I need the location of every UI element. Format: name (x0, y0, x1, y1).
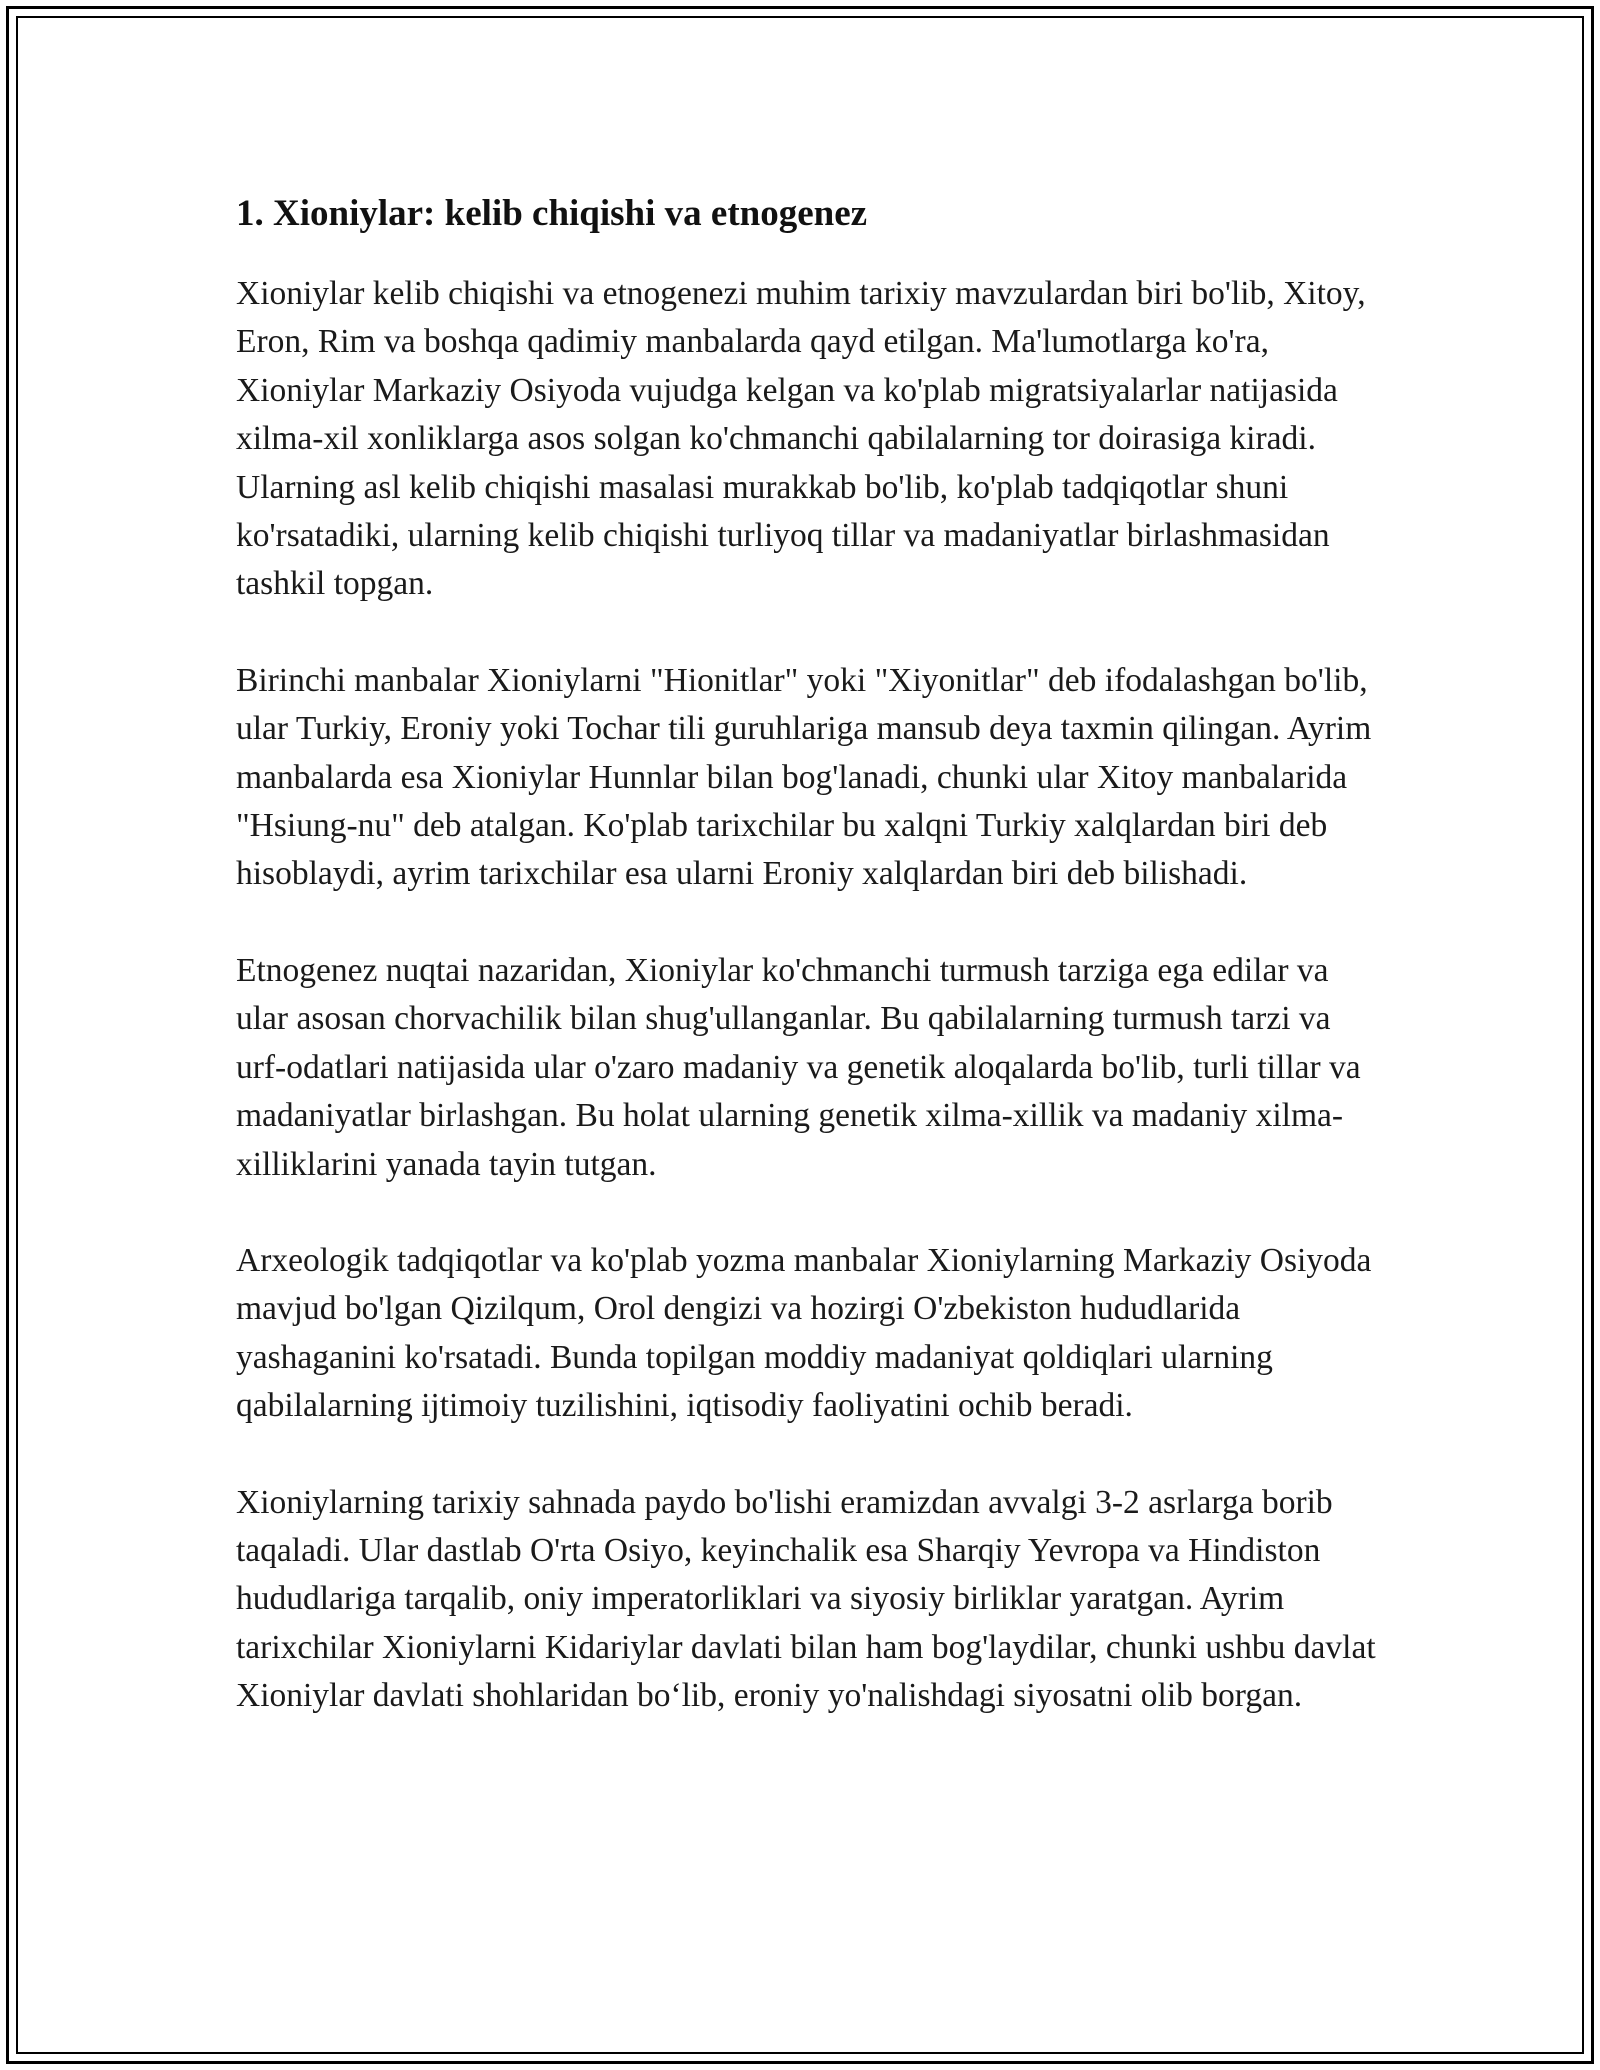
paragraph-archaeology: Arxeologik tadqiqotlar va ko'plab yozma manbalar Xioniylarning Markaziy Osiyoda mavjud bo'lgan Qizilqum, Orol dengizi va hozirgi O'zbekiston hududlarida yashaganini ko'rsatadi. Bunda topilgan moddiy madaniyat qoldiqlari ularning qabilalarning ijtimoiy tuzilishini, iqtisodiy faoliyatini ochib beradi. (236, 1241, 1372, 1425)
paragraph-sources: Birinchi manbalar Xioniylarni "Hionitlar" yoki "Xiyonitlar" deb ifodalashgan bo'lib, ular Turkiy, Eroniy yoki Tochar tili guruhlariga mansub deya taxmin qilingan. Ayrim manbalarda esa Xioniylar Hunnlar bilan bog'lanadi, chunki ular Xitoy manbalarida "Hsiung-nu" deb atalgan. Ko'plab tarixchilar bu xalqni Turkiy xalqlardan biri deb hisoblaydi, ayrim tarixchilar esa ularni Eroniy xalqlardan biri deb bilishadi. (236, 661, 1372, 893)
paragraph-ethnogenesis: Etnogenez nuqtai nazaridan, Xioniylar ko'chmanchi turmush tarziga ega edilar va ular asosan chorvachilik bilan shug'ullanganlar. Bu qabilalarning turmush tarzi va urf-odatlari natijasida ular o'zaro madaniy va genetik aloqalarda bo'lib, turli tillar va madaniyatlar birlashgan. Bu holat ularning genetik xilma-xillik va madaniy xilma-xilliklarini yanada tayin tutgan. (236, 951, 1361, 1183)
document-body (236, 186, 1376, 1769)
paragraph-history: Xioniylarning tarixiy sahnada paydo bo'lishi eramizdan avvalgi 3-2 asrlarga borib taqaladi. Ular dastlab O'rta Osiyo, keyinchalik esa Sharqiy Yevropa va Hindiston hududlariga tarqalib, oniy imperatorliklari va siyosiy birliklar yaratgan. Ayrim tarixchilar Xioniylarni Kidariylar davlati bilan ham bog'laydilar, chunki ushbu davlat Xioniylar davlati shohlaridan bo‘lib, eroniy yo'nalishdagi siyosatni olib borgan. (236, 1483, 1376, 1715)
paragraph-origin: Xioniylar kelib chiqishi va etnogenezi muhim tarixiy mavzulardan biri bo'lib, Xitoy, Eron, Rim va boshqa qadimiy manbalarda qayd etilgan. Ma'lumotlarga ko'ra, Xioniylar Markaziy Osiyoda vujudga kelgan va ko'plab migratsiyalarlar natijasida xilma-xil xonliklarga asos solgan ko'chmanchi qabilalarning tor doirasiga kiradi. Ularning asl kelib chiqishi masalasi murakkab bo'lib, ko'plab tadqiqotlar shuni ko'rsatadiki, ularning kelib chiqishi turliyoq tillar va madaniyatlar birlashmasidan tashkil topgan. (236, 275, 1366, 603)
section-heading: 1. Xioniylar: kelib chiqishi va etnogenez (236, 193, 868, 234)
